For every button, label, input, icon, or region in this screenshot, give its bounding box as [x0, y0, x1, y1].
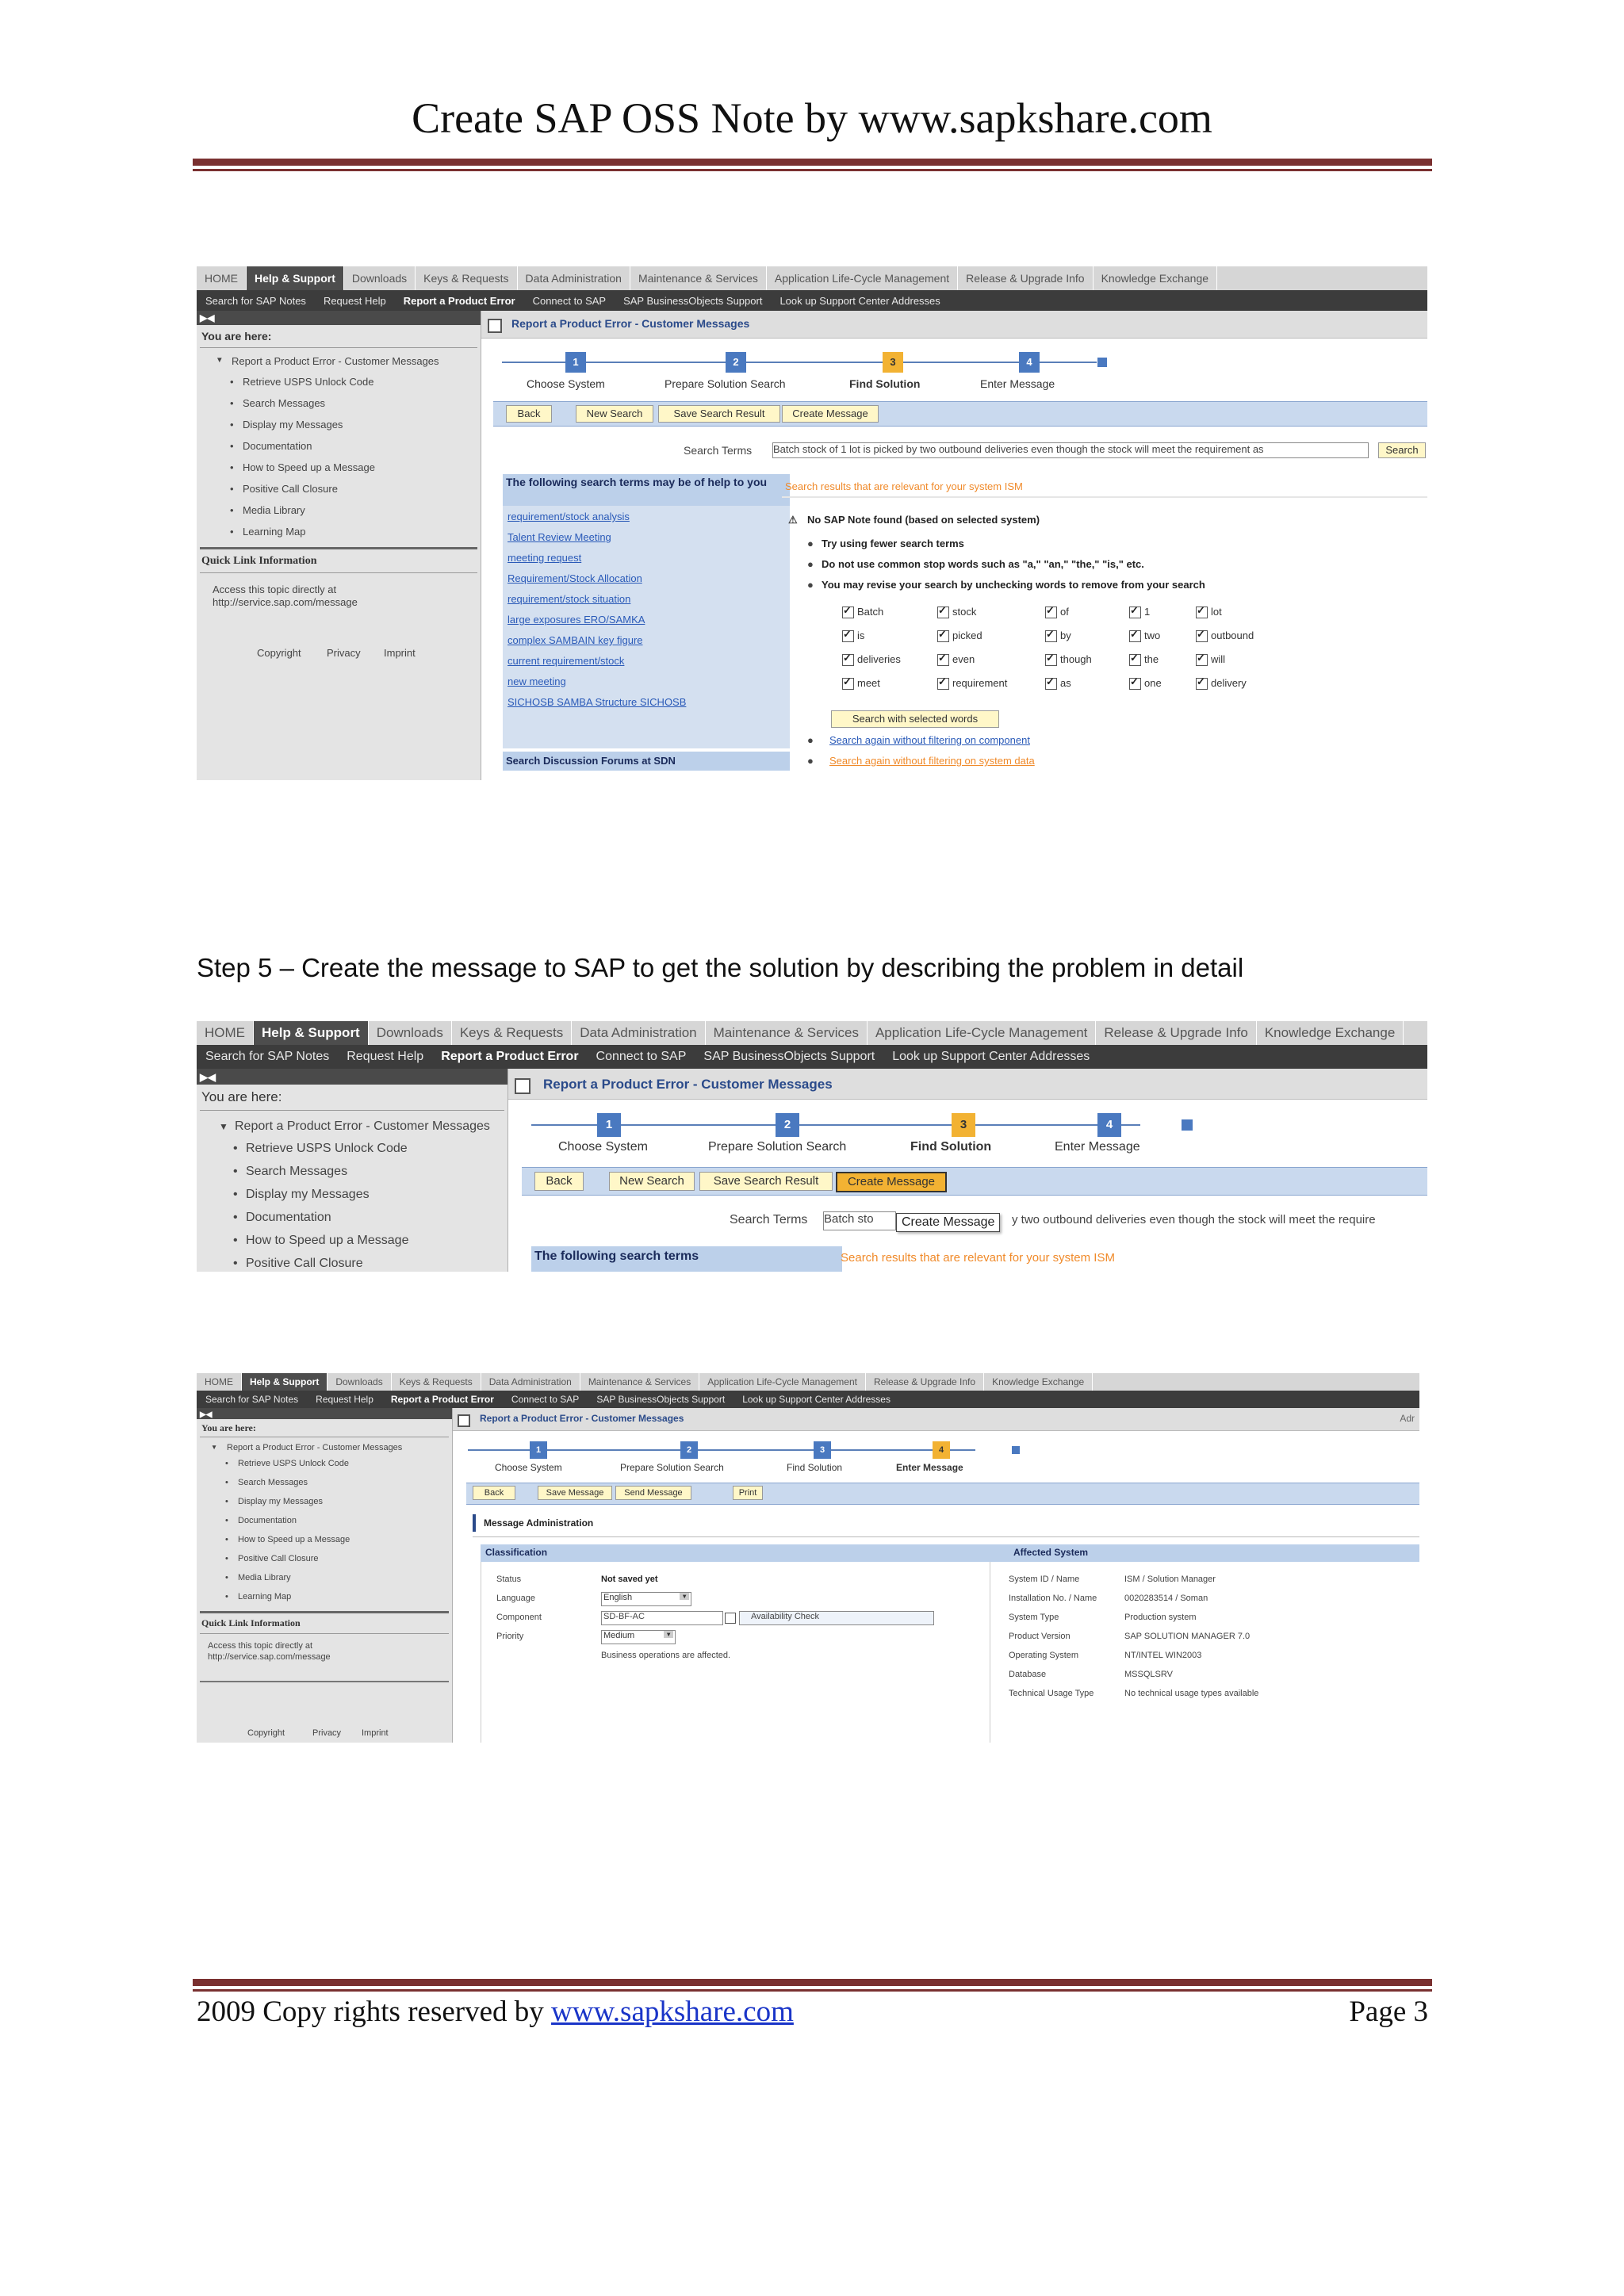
search-input[interactable]: Batch sto — [823, 1211, 896, 1230]
message-admin-title: Message Administration — [484, 1517, 594, 1529]
main-header — [508, 1069, 1427, 1100]
checkbox-icon[interactable] — [1196, 654, 1208, 666]
checkbox-icon[interactable] — [842, 678, 854, 690]
sidebar-root[interactable]: ▼ Report a Product Error - Customer Messages — [232, 355, 439, 367]
sidebar-item[interactable]: • Learning Map — [238, 1592, 291, 1601]
bullet: ● — [807, 579, 814, 591]
step-4: 4 — [1097, 1113, 1121, 1137]
tip: You may revise your search by unchecking words to remove from your search — [822, 579, 1205, 591]
system-field-label: Operating System — [1009, 1651, 1079, 1660]
top-nav — [197, 1373, 1419, 1391]
word-checkbox[interactable] — [1045, 653, 1092, 666]
tab-data-administration[interactable]: Data Administration — [481, 1373, 580, 1391]
header-rule — [193, 159, 1432, 166]
helpful-terms-header: The following search terms may be of help to you — [503, 474, 790, 506]
search-input[interactable]: Batch stock of 1 lot is picked by two outbound deliveries even though the stock will meet the requirement as — [772, 442, 1369, 458]
tab-keys-requests[interactable]: Keys & Requests — [392, 1373, 481, 1391]
footer-copyright-text — [197, 1995, 794, 2029]
footer-rule — [193, 1979, 1432, 1986]
no-note-message: No SAP Note found (based on selected system) — [807, 514, 1040, 526]
subtab-search-notes[interactable]: Search for SAP Notes — [205, 294, 306, 307]
helpful-link[interactable]: complex SAMBAIN key figure — [508, 634, 643, 646]
tab-home[interactable]: HOME — [197, 1373, 242, 1391]
sub-nav — [197, 1391, 1419, 1408]
main-header — [453, 1408, 1419, 1431]
word-checkbox[interactable] — [1129, 677, 1162, 690]
step-1: 1 — [530, 1441, 547, 1459]
availability-check[interactable]: Availability Check — [739, 1611, 934, 1625]
checkbox-icon[interactable] — [937, 630, 949, 642]
word-label: stock — [952, 606, 977, 618]
checkbox-icon[interactable] — [1129, 678, 1141, 690]
word-checkbox[interactable] — [842, 677, 880, 690]
checkbox-icon[interactable] — [937, 607, 949, 618]
word-checkbox[interactable] — [937, 677, 1007, 690]
component-input[interactable]: SD-BF-AC — [601, 1611, 723, 1625]
tab-maintenance-services[interactable]: Maintenance & Services — [580, 1373, 699, 1391]
priority-select[interactable]: Medium ▼ — [601, 1630, 676, 1644]
tab-release-upgrade[interactable]: Release & Upgrade Info — [1096, 1021, 1256, 1045]
sidebar-item[interactable]: • Documentation — [246, 1211, 331, 1225]
sidebar-divider — [200, 572, 477, 573]
sidebar — [197, 1069, 508, 1272]
system-field-value: ISM / Solution Manager — [1124, 1575, 1216, 1584]
sidebar-item[interactable]: • Positive Call Closure — [238, 1554, 318, 1563]
step-4: 4 — [933, 1441, 950, 1459]
tab-data-administration[interactable]: Data Administration — [572, 1021, 705, 1045]
footer-privacy[interactable]: Privacy — [327, 647, 361, 659]
checkbox-icon[interactable] — [1196, 630, 1208, 642]
collapse-bar[interactable]: ▶◀ — [197, 1408, 452, 1419]
main-title: Report a Product Error - Customer Messages — [480, 1413, 684, 1424]
edit-icon — [488, 319, 502, 333]
word-label: meet — [857, 677, 880, 689]
send-message-button[interactable]: Send Message — [615, 1486, 691, 1500]
checkbox-icon[interactable] — [1129, 654, 1141, 666]
footer-imprint[interactable]: Imprint — [384, 647, 416, 659]
quick-link-url[interactable]: http://service.sap.com/message — [213, 596, 358, 608]
top-nav — [197, 266, 1427, 291]
search-again-system[interactable]: Search again without filtering on system data — [829, 755, 1035, 767]
step-2: 2 — [680, 1441, 698, 1459]
top-nav — [197, 1021, 1427, 1046]
word-label: the — [1144, 653, 1159, 665]
step-3: 3 — [814, 1441, 831, 1459]
step-end — [1012, 1446, 1020, 1454]
step-line — [502, 362, 1097, 363]
search-again-component[interactable]: Search again without filtering on component — [829, 734, 1030, 746]
new-search-button[interactable]: New Search — [576, 405, 653, 423]
step-3: 3 — [883, 352, 903, 373]
system-field-value: MSSQLSRV — [1124, 1670, 1173, 1679]
word-checkbox[interactable] — [937, 629, 982, 642]
tab-alm[interactable]: Application Life-Cycle Management — [868, 1021, 1096, 1045]
tab-data-administration[interactable]: Data Administration — [518, 266, 630, 290]
subtab-report-error[interactable]: Report a Product Error — [403, 294, 515, 307]
discussion-header[interactable]: Search Discussion Forums at SDN — [503, 752, 790, 771]
step-2-label: Prepare Solution Search — [620, 1462, 724, 1473]
tab-help-support[interactable]: Help & Support — [242, 1373, 327, 1391]
subtab-bo-support[interactable]: SAP BusinessObjects Support — [596, 1394, 726, 1405]
tab-home[interactable]: HOME — [197, 266, 247, 290]
step-2-label: Prepare Solution Search — [665, 377, 786, 390]
subtab-search-notes[interactable]: Search for SAP Notes — [205, 1050, 330, 1063]
quick-link-text: Access this topic directly at — [213, 584, 337, 595]
screenshot-create-message — [197, 1021, 1427, 1272]
word-checkbox[interactable] — [1045, 629, 1071, 642]
word-checkbox[interactable] — [842, 606, 883, 618]
bullet: ● — [807, 734, 814, 746]
field-label: Status — [496, 1575, 522, 1584]
sidebar-item[interactable]: • Media Library — [238, 1573, 291, 1582]
tab-alm[interactable]: Application Life-Cycle Management — [767, 266, 958, 290]
site-link[interactable]: www.sapkshare.com — [551, 1996, 794, 2028]
sidebar-item[interactable]: • Search Messages — [243, 397, 325, 409]
word-checkbox[interactable] — [1045, 606, 1069, 618]
footer-imprint[interactable]: Imprint — [362, 1728, 389, 1738]
search-terms-label: Search Terms — [730, 1213, 808, 1226]
word-checkbox[interactable] — [1196, 629, 1254, 642]
step-3-label: Find Solution — [910, 1140, 992, 1154]
helpful-link[interactable]: meeting request — [508, 552, 582, 564]
sidebar-item[interactable]: • Retrieve USPS Unlock Code — [246, 1142, 408, 1156]
tip: Do not use common stop words such as "a," "an," "the," "is," etc. — [822, 558, 1144, 570]
admin-divider — [473, 1536, 1419, 1537]
helpful-link[interactable]: new meeting — [508, 675, 566, 687]
sidebar-item[interactable]: • Search Messages — [246, 1165, 347, 1179]
word-label: though — [1060, 653, 1092, 665]
step-1: 1 — [597, 1113, 621, 1137]
word-label: picked — [952, 629, 982, 641]
word-checkbox[interactable] — [1129, 653, 1159, 666]
step-line — [531, 1124, 1140, 1126]
tab-knowledge-exchange[interactable]: Knowledge Exchange — [984, 1373, 1093, 1391]
footer-copyright[interactable]: Copyright — [257, 647, 301, 659]
warning-icon: ⚠ — [788, 514, 798, 526]
quick-link-text: Access this topic directly at — [208, 1641, 313, 1651]
subtab-connect[interactable]: Connect to SAP — [596, 1050, 687, 1063]
sidebar-item[interactable]: • Display my Messages — [243, 419, 343, 430]
checkbox-icon[interactable] — [842, 654, 854, 666]
sidebar-divider — [200, 1633, 449, 1634]
sidebar-item[interactable]: • How to Speed up a Message — [246, 1234, 408, 1248]
new-search-button[interactable]: New Search — [609, 1172, 695, 1191]
search-selected-button[interactable]: Search with selected words — [831, 710, 999, 728]
sidebar-divider — [200, 347, 477, 348]
sidebar-item[interactable]: • Documentation — [238, 1516, 297, 1525]
subtab-bo-support[interactable]: SAP BusinessObjects Support — [623, 294, 763, 307]
subtab-bo-support[interactable]: SAP BusinessObjects Support — [703, 1050, 875, 1063]
sidebar — [197, 1408, 453, 1743]
step-1-label: Choose System — [527, 377, 605, 390]
word-label: delivery — [1211, 677, 1247, 689]
tab-alm[interactable]: Application Life-Cycle Management — [699, 1373, 866, 1391]
checkbox-icon[interactable] — [1196, 678, 1208, 690]
word-label: by — [1060, 629, 1071, 641]
affected-system-header: Affected System — [990, 1544, 1419, 1562]
step-2-label: Prepare Solution Search — [708, 1140, 847, 1154]
word-checkbox[interactable] — [1196, 653, 1225, 666]
tab-downloads[interactable]: Downloads — [344, 266, 416, 290]
collapse-bar[interactable]: ▶◀ — [197, 311, 481, 325]
subtab-search-notes[interactable]: Search for SAP Notes — [205, 1394, 299, 1405]
word-label: will — [1211, 653, 1226, 665]
step-1-label: Choose System — [558, 1140, 648, 1154]
field-label: Component — [496, 1613, 542, 1622]
checkbox-icon[interactable] — [1129, 630, 1141, 642]
results-divider — [782, 496, 1427, 498]
subtab-connect[interactable]: Connect to SAP — [532, 294, 607, 307]
subtab-request-help[interactable]: Request Help — [323, 294, 386, 307]
edit-icon — [458, 1414, 470, 1427]
tab-maintenance-services[interactable]: Maintenance & Services — [630, 266, 767, 290]
checkbox-icon[interactable] — [937, 678, 949, 690]
checkbox-icon[interactable] — [1045, 607, 1057, 618]
sidebar-divider — [200, 1681, 449, 1682]
language-select[interactable]: English ▼ — [601, 1592, 691, 1606]
word-checkbox[interactable] — [1129, 629, 1160, 642]
step-2: 2 — [776, 1113, 799, 1137]
admin-marker — [473, 1514, 476, 1532]
word-label: is — [857, 629, 865, 641]
tab-release-upgrade[interactable]: Release & Upgrade Info — [866, 1373, 984, 1391]
business-note: Business operations are affected. — [601, 1651, 731, 1660]
word-label: deliveries — [857, 653, 901, 665]
search-terms-label: Search Terms — [684, 444, 753, 457]
system-field-value: No technical usage types available — [1124, 1689, 1259, 1698]
word-label: lot — [1211, 606, 1222, 618]
checkbox-icon[interactable] — [842, 630, 854, 642]
bullet: ● — [807, 755, 814, 767]
sidebar-divider — [200, 1611, 449, 1613]
create-message-tooltip: Create Message — [896, 1213, 1000, 1232]
sidebar-item[interactable]: • Display my Messages — [246, 1188, 370, 1202]
bullet: ● — [807, 538, 814, 549]
sidebar-item[interactable]: • Learning Map — [243, 526, 306, 538]
main-title: Report a Product Error - Customer Messages — [543, 1077, 833, 1092]
copyright-prefix: 2009 Copy rights reserved by — [197, 1996, 552, 2028]
tab-knowledge-exchange[interactable]: Knowledge Exchange — [1094, 266, 1217, 290]
word-checkbox[interactable] — [1129, 606, 1150, 618]
helpful-link[interactable]: current requirement/stock — [508, 655, 625, 667]
sidebar-item[interactable]: • Documentation — [243, 440, 312, 452]
sidebar-root[interactable]: ▼ Report a Product Error - Customer Messages — [227, 1443, 402, 1452]
helpful-link[interactable]: requirement/stock situation — [508, 593, 631, 605]
tab-home[interactable]: HOME — [197, 1021, 254, 1045]
system-field-label: Database — [1009, 1670, 1047, 1679]
word-label: one — [1144, 677, 1162, 689]
sidebar-divider — [200, 1110, 504, 1111]
step-3-label: Find Solution — [849, 377, 921, 390]
save-message-button[interactable]: Save Message — [538, 1486, 612, 1500]
results-title: Search results that are relevant for your system ISM — [785, 480, 1023, 492]
word-checkbox[interactable] — [1045, 677, 1071, 690]
bullet: ● — [807, 558, 814, 570]
save-search-result-button[interactable]: Save Search Result — [658, 405, 780, 423]
status-value: Not saved yet — [601, 1575, 658, 1584]
step-4-label: Enter Message — [980, 377, 1055, 390]
address-link[interactable]: Adr — [1400, 1413, 1415, 1424]
step-1: 1 — [565, 352, 586, 373]
helpful-link[interactable]: large exposures ERO/SAMKA — [508, 614, 645, 626]
checkbox-icon[interactable] — [1196, 607, 1208, 618]
back-button[interactable]: Back — [506, 405, 552, 423]
footer-rule-thin — [193, 1989, 1432, 1992]
word-checkbox[interactable] — [842, 653, 901, 666]
word-label: requirement — [952, 677, 1008, 689]
header-rule-thin — [193, 169, 1432, 171]
checkbox-icon[interactable] — [1045, 630, 1057, 642]
word-label: even — [952, 653, 975, 665]
step-4-label: Enter Message — [896, 1462, 963, 1473]
tab-keys-requests[interactable]: Keys & Requests — [452, 1021, 572, 1045]
step-5-text: Step 5 – Create the message to SAP to get the solution by describing the problem in detail — [197, 953, 1244, 982]
subtab-report-error[interactable]: Report a Product Error — [390, 1394, 494, 1405]
sidebar-item[interactable]: • Positive Call Closure — [243, 483, 338, 495]
field-label: Priority — [496, 1632, 524, 1641]
you-are-here: You are here: — [201, 1422, 256, 1433]
footer-copyright[interactable]: Copyright — [247, 1728, 285, 1738]
checkbox-icon[interactable] — [1129, 607, 1141, 618]
quick-link-title: Quick Link Information — [201, 555, 317, 567]
create-message-button[interactable]: Create Message — [836, 1172, 947, 1192]
tab-maintenance-services[interactable]: Maintenance & Services — [706, 1021, 868, 1045]
screenshot-enter-message — [197, 1373, 1419, 1743]
checkbox-icon[interactable] — [937, 654, 949, 666]
system-field-value: 0020283514 / Soman — [1124, 1594, 1208, 1603]
sidebar-item[interactable]: • Retrieve USPS Unlock Code — [243, 376, 373, 388]
word-checkbox[interactable] — [1196, 606, 1222, 618]
tab-keys-requests[interactable]: Keys & Requests — [416, 266, 517, 290]
tab-knowledge-exchange[interactable]: Knowledge Exchange — [1257, 1021, 1404, 1045]
save-search-result-button[interactable]: Save Search Result — [699, 1172, 833, 1191]
helpful-link[interactable]: requirement/stock analysis — [508, 511, 630, 522]
you-are-here: You are here: — [201, 1089, 282, 1104]
tab-release-upgrade[interactable]: Release & Upgrade Info — [958, 266, 1093, 290]
system-field-label: Installation No. / Name — [1009, 1594, 1097, 1603]
main-header — [481, 311, 1427, 339]
step-end — [1097, 358, 1107, 367]
quick-link-title: Quick Link Information — [201, 1617, 301, 1628]
results-title: Search results that are relevant for your system ISM — [841, 1251, 1115, 1265]
print-button[interactable]: Print — [733, 1486, 763, 1500]
system-field-label: Technical Usage Type — [1009, 1689, 1094, 1698]
create-message-button[interactable]: Create Message — [782, 405, 879, 423]
word-checkbox[interactable] — [1196, 677, 1247, 690]
word-label: 1 — [1144, 606, 1151, 618]
sidebar-divider — [200, 547, 477, 549]
back-button[interactable]: Back — [534, 1172, 584, 1191]
step-3: 3 — [952, 1113, 975, 1137]
sidebar-item[interactable]: • Media Library — [243, 504, 305, 516]
sub-nav — [197, 1045, 1427, 1069]
sub-nav — [197, 290, 1427, 311]
helpful-link[interactable]: Talent Review Meeting — [508, 531, 611, 543]
subtab-request-help[interactable]: Request Help — [316, 1394, 373, 1405]
step-4-label: Enter Message — [1055, 1140, 1140, 1154]
system-field-value: SAP SOLUTION MANAGER 7.0 — [1124, 1632, 1251, 1641]
helpful-link[interactable]: SICHOSB SAMBA Structure SICHOSB — [508, 696, 687, 708]
word-label: two — [1144, 629, 1161, 641]
sidebar — [197, 311, 481, 780]
subtab-request-help[interactable]: Request Help — [347, 1050, 424, 1063]
helpful-terms-header: The following search terms — [531, 1246, 842, 1272]
sidebar-item[interactable]: • Display my Messages — [238, 1497, 323, 1506]
subtab-lookup[interactable]: Look up Support Center Addresses — [892, 1050, 1090, 1063]
main-title: Report a Product Error - Customer Messages — [511, 317, 750, 330]
page-number: Page 3 — [1349, 1996, 1428, 2028]
field-label: Language — [496, 1594, 535, 1603]
step-2: 2 — [726, 352, 746, 373]
step-end — [1182, 1119, 1193, 1131]
word-label: Batch — [857, 606, 884, 618]
subtab-connect[interactable]: Connect to SAP — [511, 1394, 580, 1405]
word-label: as — [1060, 677, 1071, 689]
tip: Try using fewer search terms — [822, 538, 964, 549]
sidebar-item[interactable]: • Search Messages — [238, 1478, 308, 1487]
system-field-label: System Type — [1009, 1613, 1059, 1622]
sidebar-item[interactable]: • Retrieve USPS Unlock Code — [238, 1459, 349, 1468]
step-1-label: Choose System — [495, 1462, 562, 1473]
word-checkbox[interactable] — [937, 653, 975, 666]
screenshot-find-solution — [197, 266, 1427, 780]
helpful-link[interactable]: Requirement/Stock Allocation — [508, 572, 642, 584]
classification-header: Classification — [481, 1544, 999, 1562]
back-button[interactable]: Back — [473, 1486, 515, 1500]
value-help-icon[interactable] — [725, 1613, 736, 1624]
sidebar-item[interactable]: • How to Speed up a Message — [238, 1535, 350, 1544]
system-field-label: System ID / Name — [1009, 1575, 1080, 1584]
search-button[interactable]: Search — [1378, 442, 1426, 458]
quick-link-url[interactable]: http://service.sap.com/message — [208, 1652, 331, 1662]
subtab-lookup[interactable]: Look up Support Center Addresses — [742, 1394, 891, 1405]
search-input-rest: y two outbound deliveries even though the stock will meet the require — [1012, 1213, 1376, 1226]
step-3-label: Find Solution — [787, 1462, 843, 1473]
tab-downloads[interactable]: Downloads — [327, 1373, 391, 1391]
collapse-bar[interactable]: ▶◀ — [197, 1069, 508, 1085]
checkbox-icon[interactable] — [1045, 654, 1057, 666]
footer-privacy[interactable]: Privacy — [312, 1728, 342, 1738]
word-label: outbound — [1211, 629, 1254, 641]
sidebar-item[interactable]: • How to Speed up a Message — [243, 461, 375, 473]
page-title: Create SAP OSS Note by www.sapkshare.com — [412, 94, 1212, 142]
subtab-lookup[interactable]: Look up Support Center Addresses — [779, 294, 940, 307]
you-are-here: You are here: — [201, 330, 272, 342]
system-field-label: Product Version — [1009, 1632, 1071, 1641]
checkbox-icon[interactable] — [1045, 678, 1057, 690]
system-field-value: NT/INTEL WIN2003 — [1124, 1651, 1202, 1660]
checkbox-icon[interactable] — [842, 607, 854, 618]
tab-help-support[interactable]: Help & Support — [254, 1021, 369, 1045]
step-4: 4 — [1019, 352, 1040, 373]
system-field-value: Production system — [1124, 1613, 1197, 1622]
word-checkbox[interactable] — [842, 629, 864, 642]
sidebar-root[interactable]: ▼ Report a Product Error - Customer Messages — [235, 1119, 490, 1134]
subtab-report-error[interactable]: Report a Product Error — [441, 1050, 579, 1063]
word-checkbox[interactable] — [937, 606, 976, 618]
tab-downloads[interactable]: Downloads — [369, 1021, 452, 1045]
edit-icon — [515, 1078, 530, 1094]
sidebar-item[interactable]: • Positive Call Closure — [246, 1257, 363, 1271]
word-label: of — [1060, 606, 1069, 618]
tab-help-support[interactable]: Help & Support — [247, 266, 344, 290]
